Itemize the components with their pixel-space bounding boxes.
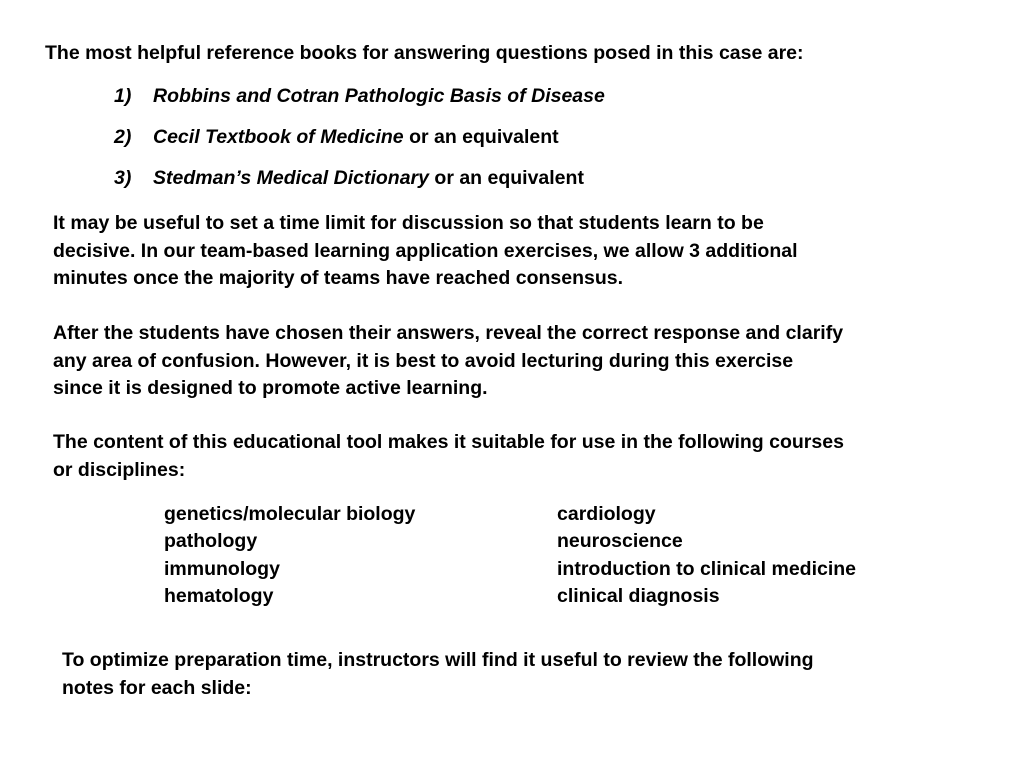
paragraph-line: After the students have chosen their answers, reveal the correct response and clarify [53,322,844,344]
reference-title: Stedman’s Medical Dictionary [153,167,429,189]
course-item: neuroscience [557,530,683,553]
reveal-answers-paragraph [53,320,843,403]
paragraph-line: The content of this educational tool makes it suitable for use in the following courses [53,431,844,453]
courses-list-left [164,501,415,610]
reference-number: 2) [114,126,132,148]
paragraph-line: To optimize preparation time, instructors will find it useful to review the following [62,649,814,671]
paragraph-line: or disciplines: [53,458,186,481]
reference-item-1 [114,85,605,108]
course-item: clinical diagnosis [557,584,720,607]
reference-title: Robbins and Cotran Pathologic Basis of Disease [153,85,605,107]
reference-title: Cecil Textbook of Medicine [153,126,404,148]
course-item: genetics/molecular biology [164,503,416,525]
course-item: cardiology [557,503,656,525]
reference-number: 1) [114,85,132,107]
reference-suffix: or an equivalent [403,126,559,148]
course-item: introduction to clinical medicine [557,557,857,580]
intro-text: The most helpful reference books for answering questions posed in this case are: [45,42,804,64]
time-limit-paragraph [53,210,798,293]
paragraph-line: any area of confusion. However, it is best to avoid lecturing during this exercise [53,349,794,372]
paragraph-line: since it is designed to promote active learning. [53,377,488,399]
paragraph-line: decisive. In our team-based learning application exercises, we allow 3 additional [53,239,798,262]
reference-item-2 [114,126,559,149]
reference-item-3 [114,167,584,190]
courses-list-right [557,501,856,610]
course-item: immunology [164,557,280,580]
courses-intro-paragraph [53,429,844,484]
reference-suffix: or an equivalent [428,167,584,189]
paragraph-line: It may be useful to set a time limit for discussion so that students learn to be [53,212,764,234]
reference-number: 3) [114,167,132,189]
course-item: pathology [164,530,258,553]
course-item: hematology [164,584,274,607]
closing-paragraph [62,647,814,702]
paragraph-line: minutes once the majority of teams have reached consensus. [53,267,624,289]
paragraph-line: notes for each slide: [62,676,252,699]
